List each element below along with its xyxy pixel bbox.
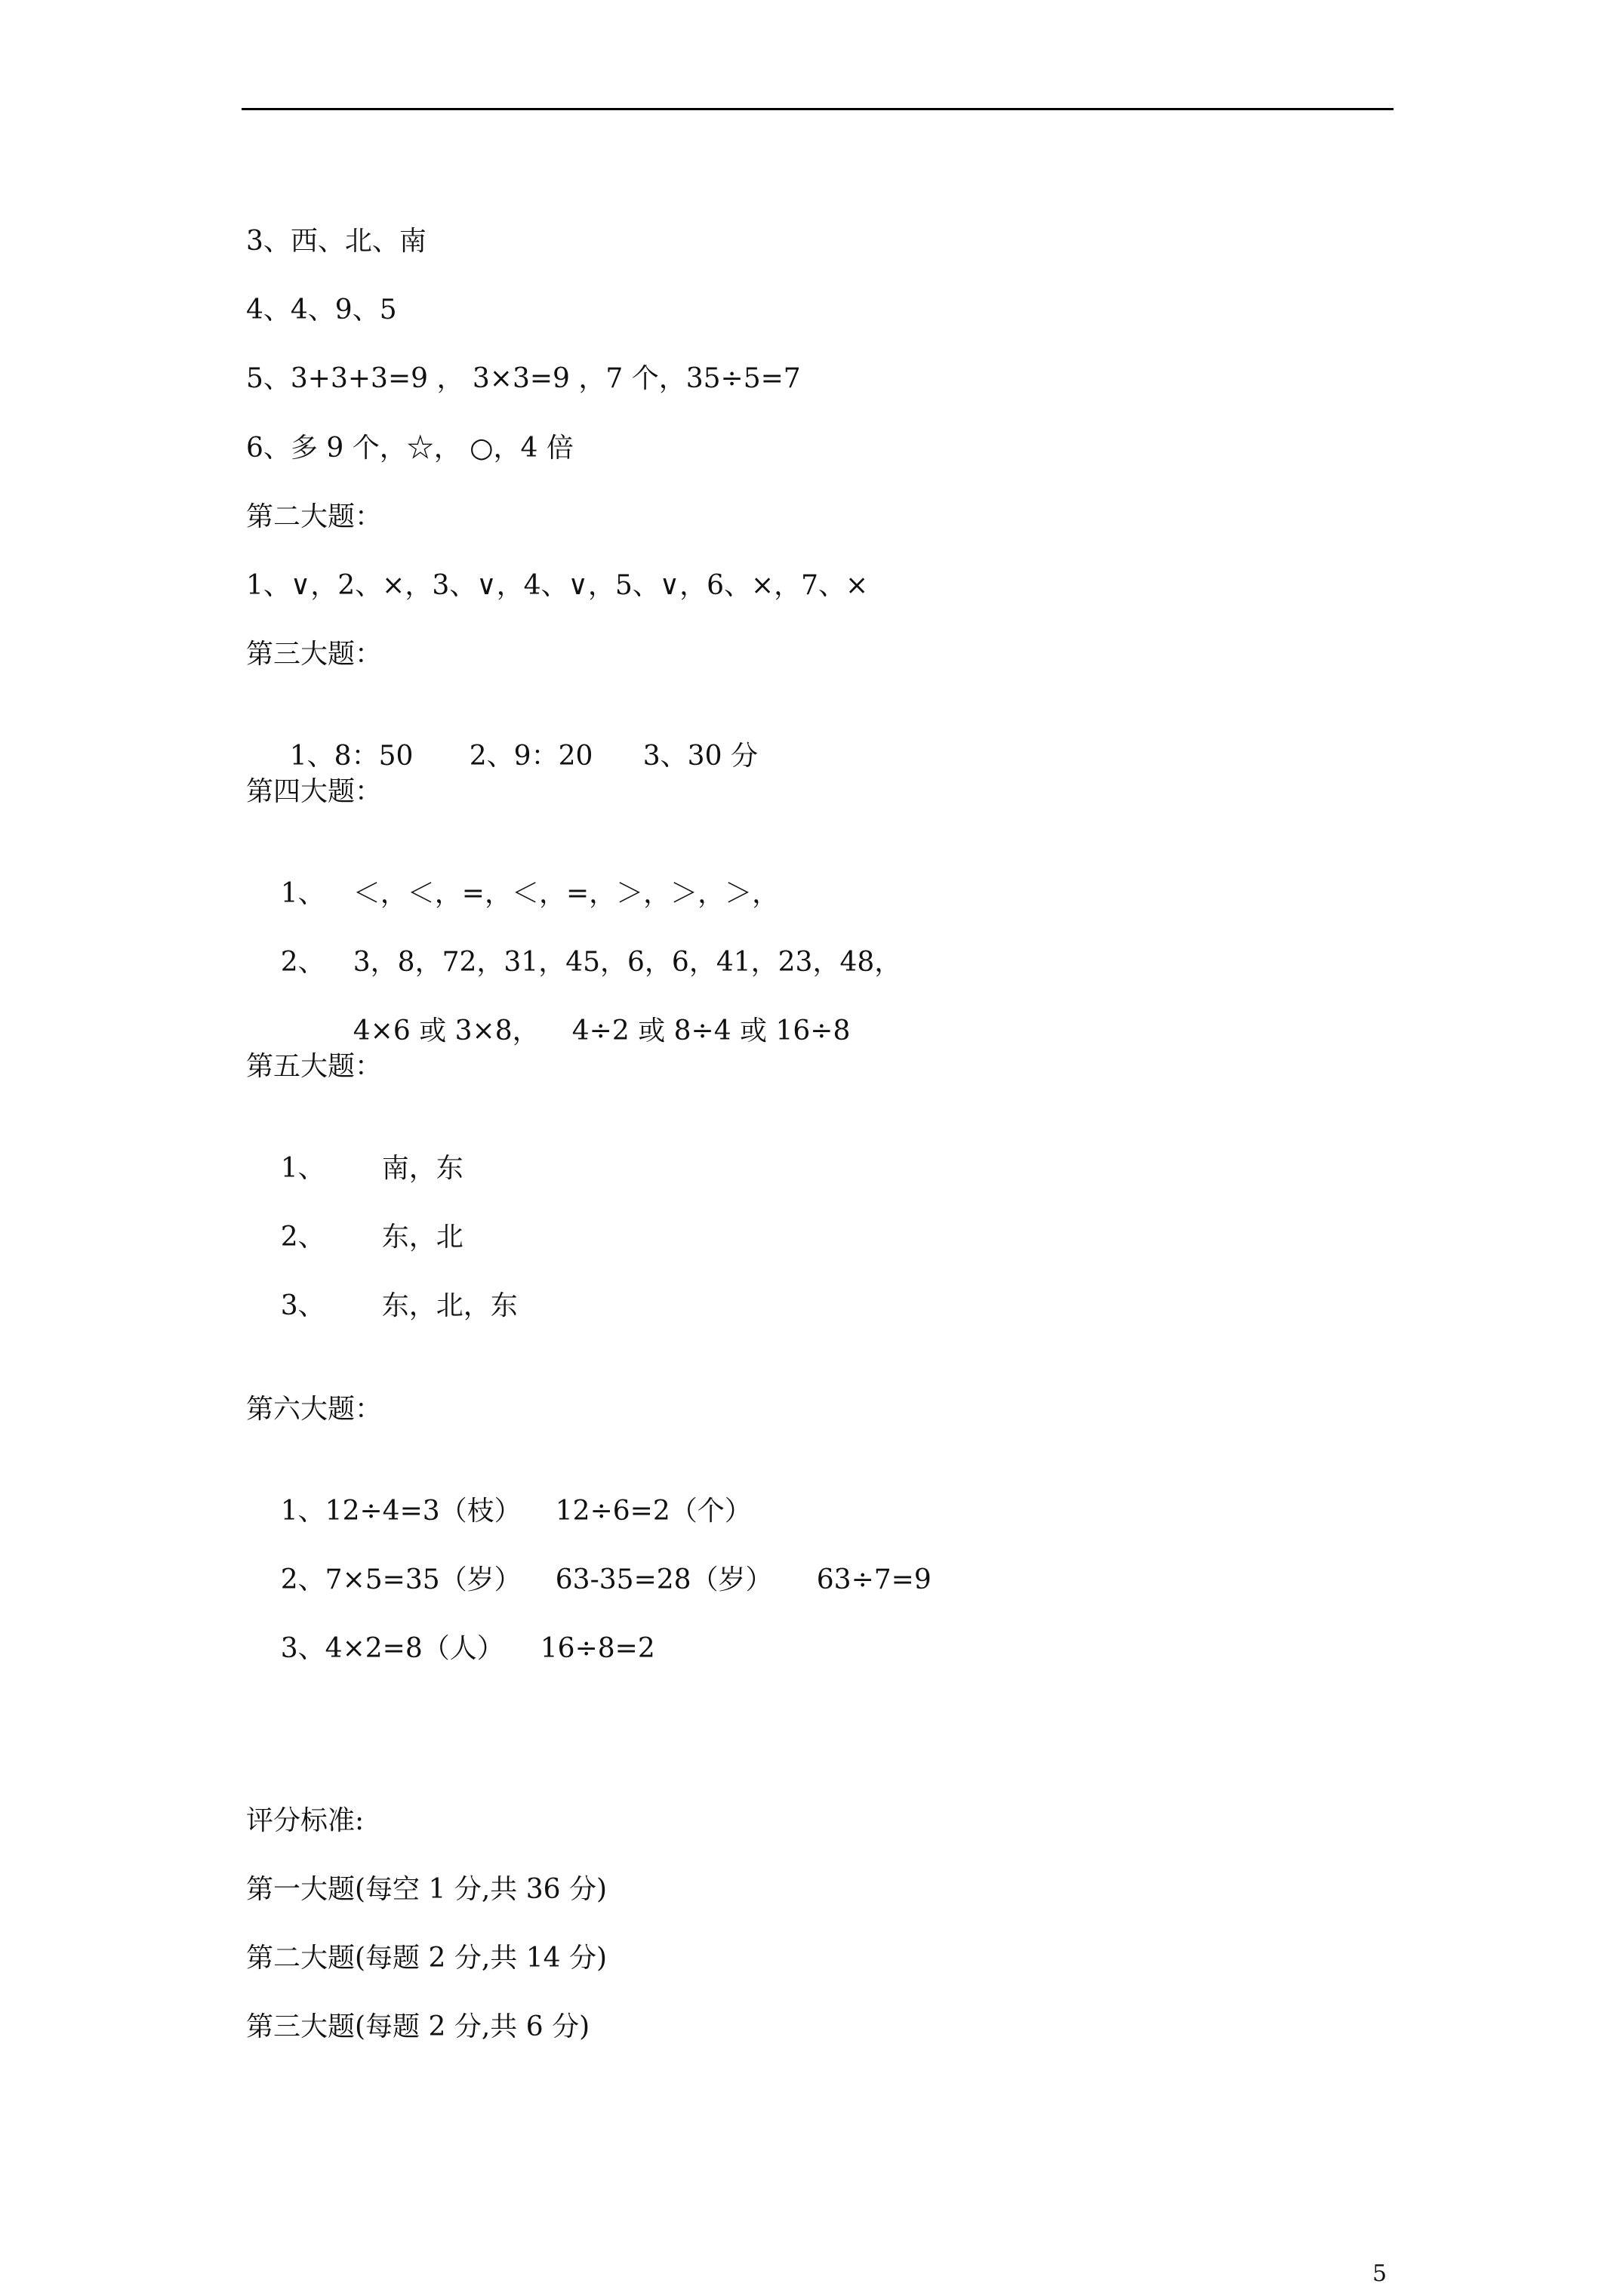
answer-5-1-number: 1、: [280, 1153, 325, 1184]
answer-5-3-text: 东，北，东: [381, 1290, 518, 1321]
answer-line-1-5: 5、3+3+3=9 ， 3×3=9 ，7 个，35÷5=7: [246, 363, 801, 394]
answer-3-item-3: 3、30 分: [642, 741, 758, 772]
answer-5-2-number: 2、: [280, 1222, 325, 1253]
answer-line-1-6: 6、多 9 个，☆， ○，4 倍: [246, 433, 574, 464]
answer-6-3-part-a: 3、4×2=8（人）: [280, 1633, 504, 1664]
section-3-heading: 第三大题：: [246, 639, 383, 670]
section-2-heading: 第二大题：: [246, 501, 383, 532]
answer-5-3-number: 3、: [280, 1290, 325, 1321]
scoring-line-2: 第二大题(每题 2 分,共 14 分): [246, 1943, 608, 1974]
answer-line-1-3: 3、西、北、南: [246, 226, 427, 257]
answer-6-1-part-a: 1、12÷4=3（枝）: [280, 1496, 522, 1527]
answer-4-2-text: 3，8，72，31，45，6，6，41，23，48，: [353, 947, 902, 978]
section-6-heading: 第六大题：: [246, 1394, 383, 1425]
header-rule: [242, 108, 1394, 110]
answer-4-1-text: ＜，＜，=，＜，=，＞，＞，＞，: [353, 878, 780, 909]
answer-4-1-number: 1、: [280, 878, 325, 909]
answer-5-1-text: 南，东: [381, 1153, 463, 1184]
page-number: 5: [1372, 2261, 1387, 2287]
answer-6-2-part-b: 63-35=28（岁）: [555, 1564, 773, 1595]
answer-6-3-part-b: 16÷8=2: [540, 1633, 655, 1664]
scoring-heading: 评分标准:: [246, 1805, 365, 1836]
answer-4-2-number: 2、: [280, 947, 325, 978]
answer-4-3-part-a: 4×6 或 3×8，: [353, 1015, 540, 1046]
answer-5-2-text: 东，北: [381, 1222, 463, 1253]
answer-line-4-3: [319, 982, 850, 1081]
answer-line-1-4: 4、4、9、5: [246, 294, 397, 325]
section-5-heading: 第五大题：: [246, 1051, 383, 1082]
answer-line-6-3: [246, 1599, 655, 1699]
scoring-line-1: 第一大题(每空 1 分,共 36 分): [246, 1874, 608, 1905]
answer-3-item-1: 1、8：50: [289, 741, 414, 772]
answer-3-item-2: 2、9：20: [469, 741, 593, 772]
answer-6-1-part-b: 12÷6=2（个）: [555, 1496, 752, 1527]
answer-4-3-part-b: 4÷2 或 8÷4 或 16÷8: [571, 1015, 851, 1046]
answer-6-2-part-c: 63÷7=9: [816, 1564, 932, 1595]
answer-line-2-1: 1、∨，2、×，3、∨，4、∨，5、∨，6、×，7、×: [246, 570, 869, 601]
answer-6-2-part-a: 2、7×5=35（岁）: [280, 1564, 522, 1595]
scoring-line-3: 第三大题(每题 2 分,共 6 分): [246, 2011, 590, 2042]
section-4-heading: 第四大题：: [246, 776, 383, 807]
answer-line-5-3: [246, 1256, 518, 1356]
